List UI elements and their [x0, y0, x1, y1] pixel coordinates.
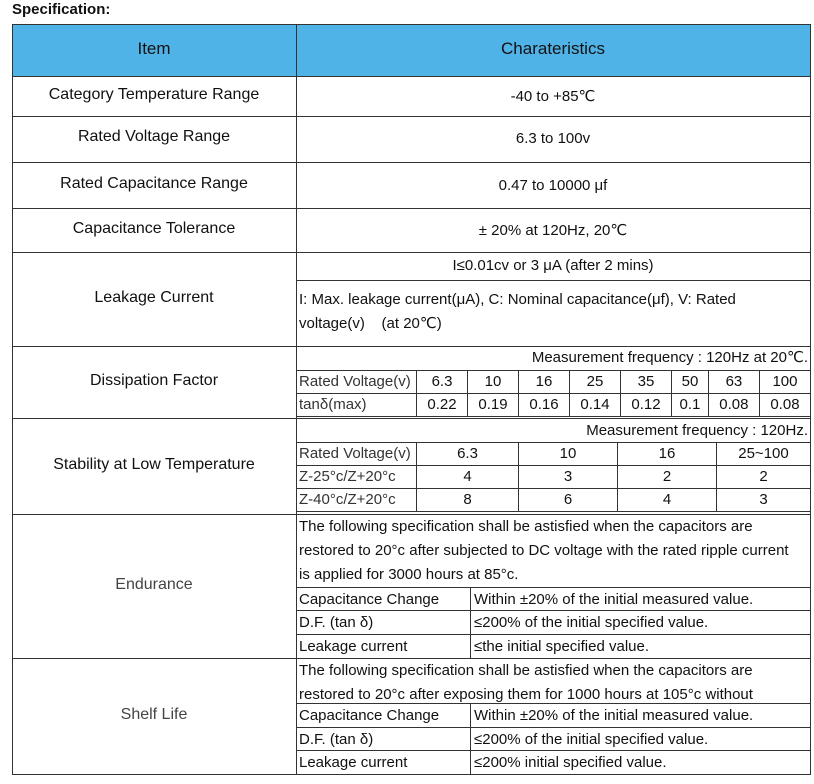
endurance-text-line3: is applied for 3000 hours at 85°c. [299, 566, 519, 583]
row-label-leakage-current: Leakage Current [94, 289, 214, 306]
dissipation-note: Measurement frequency : 120Hz at 20℃. [531, 349, 808, 366]
grid-line [12, 774, 810, 775]
table-cell: 0.22 [417, 394, 468, 417]
grid-line [12, 24, 810, 25]
shelf-spec-value: Within ±20% of the initial measured value. [474, 707, 754, 724]
row-label-rated-capacitance: Rated Capacitance Range [60, 175, 248, 192]
grid-line [470, 587, 471, 658]
row-label-category-temperature: Category Temperature Range [48, 86, 260, 103]
shelf-text-line1: The following specification shall be astisfied when the capacitors are [299, 662, 753, 679]
table-cell: 0.16 [519, 394, 570, 417]
table-cell: 6 [519, 489, 618, 512]
shelf-spec-key: Capacitance Change [299, 707, 440, 724]
table-cell: 16 [618, 443, 717, 466]
shelf-spec-key: Leakage current [299, 754, 408, 771]
table-cell: 0.1 [672, 394, 709, 417]
row-value-rated-capacitance: 0.47 to 10000 μf [498, 177, 608, 194]
endurance-spec-value: ≤200% of the initial specified value. [474, 614, 709, 631]
table-cell: 3 [717, 489, 811, 512]
table-cell: 4 [417, 466, 519, 489]
shelf-spec-value: ≤200% of the initial specified value. [474, 731, 709, 748]
header-characteristics: Charateristics [501, 39, 605, 58]
table-cell: 0.12 [621, 394, 672, 417]
row-label-dissipation-factor: Dissipation Factor [89, 372, 219, 389]
leakage-desc-line1: I: Max. leakage current(μA), C: Nominal capacitance(μf), V: Rated [299, 291, 736, 308]
grid-line [12, 208, 810, 209]
shelf-spec-value: ≤200% initial specified value. [474, 754, 667, 771]
table-cell: Z-25°c/Z+20°c [297, 466, 417, 489]
table-cell: 10 [468, 371, 519, 394]
row-value-rated-voltage: 6.3 to 100v [515, 130, 591, 147]
table-cell: 3 [519, 466, 618, 489]
table-cell: Rated Voltage(v) [297, 371, 417, 394]
leakage-desc-line2: voltage(v) (at 20℃) [299, 315, 442, 332]
table-cell: 16 [519, 371, 570, 394]
page-title: Specification: [12, 1, 111, 18]
table-row [297, 371, 811, 394]
table-cell: 0.19 [468, 394, 519, 417]
table-cell: 4 [618, 489, 717, 512]
leakage-formula: I≤0.01cv or 3 μA (after 2 mins) [452, 257, 654, 274]
stability-table [296, 442, 811, 512]
grid-line [12, 76, 810, 77]
grid-line [12, 418, 810, 419]
grid-line [12, 116, 810, 117]
row-label-stability: Stability at Low Temperature [53, 456, 255, 473]
table-cell: 10 [519, 443, 618, 466]
grid-line [12, 252, 810, 253]
row-value-capacitance-tolerance: ± 20% at 120Hz, 20℃ [478, 222, 628, 239]
dissipation-table [296, 370, 811, 417]
endurance-text-line2: restored to 20°c after subjected to DC voltage with the rated ripple current [299, 542, 789, 559]
endurance-spec-key: Leakage current [299, 638, 408, 655]
table-cell: 2 [618, 466, 717, 489]
table-cell: 25~100 [717, 443, 811, 466]
grid-line [296, 280, 810, 281]
table-cell: 6.3 [417, 371, 468, 394]
table-row [297, 466, 811, 489]
endurance-spec-key: Capacitance Change [299, 591, 440, 608]
table-cell: 0.08 [708, 394, 759, 417]
table-row [297, 394, 811, 417]
grid-line [470, 703, 471, 774]
table-cell: Rated Voltage(v) [297, 443, 417, 466]
shelf-text-line2: restored to 20°c after exposing them for 1000 hours at 105°c without [299, 686, 753, 702]
table-cell: tanδ(max) [297, 394, 417, 417]
table-cell: 6.3 [417, 443, 519, 466]
table-cell: 25 [570, 371, 621, 394]
table-cell: 2 [717, 466, 811, 489]
table-cell: Z-40°c/Z+20°c [297, 489, 417, 512]
stability-note: Measurement frequency : 120Hz. [586, 422, 808, 439]
table-cell: 100 [759, 371, 810, 394]
table-cell: 0.08 [759, 394, 810, 417]
shelf-spec-key: D.F. (tan δ) [299, 731, 374, 748]
row-label-endurance: Endurance [115, 576, 193, 593]
table-row [297, 443, 811, 466]
grid-line [12, 162, 810, 163]
endurance-spec-value: Within ±20% of the initial measured value. [474, 591, 754, 608]
row-label-capacitance-tolerance: Capacitance Tolerance [72, 220, 236, 237]
endurance-spec-value: ≤the initial specified value. [474, 638, 649, 655]
header-item: Item [137, 39, 171, 58]
endurance-spec-key: D.F. (tan δ) [299, 614, 374, 631]
table-cell: 0.14 [570, 394, 621, 417]
endurance-text-line1: The following specification shall be astisfied when the capacitors are [299, 518, 753, 535]
table-cell: 8 [417, 489, 519, 512]
table-cell: 50 [672, 371, 709, 394]
table-cell: 63 [708, 371, 759, 394]
row-label-rated-voltage: Rated Voltage Range [77, 128, 231, 145]
row-label-shelf-life: Shelf Life [120, 706, 188, 723]
row-value-category-temperature: -40 to +85℃ [510, 88, 596, 105]
table-cell: 35 [621, 371, 672, 394]
table-row [297, 489, 811, 512]
